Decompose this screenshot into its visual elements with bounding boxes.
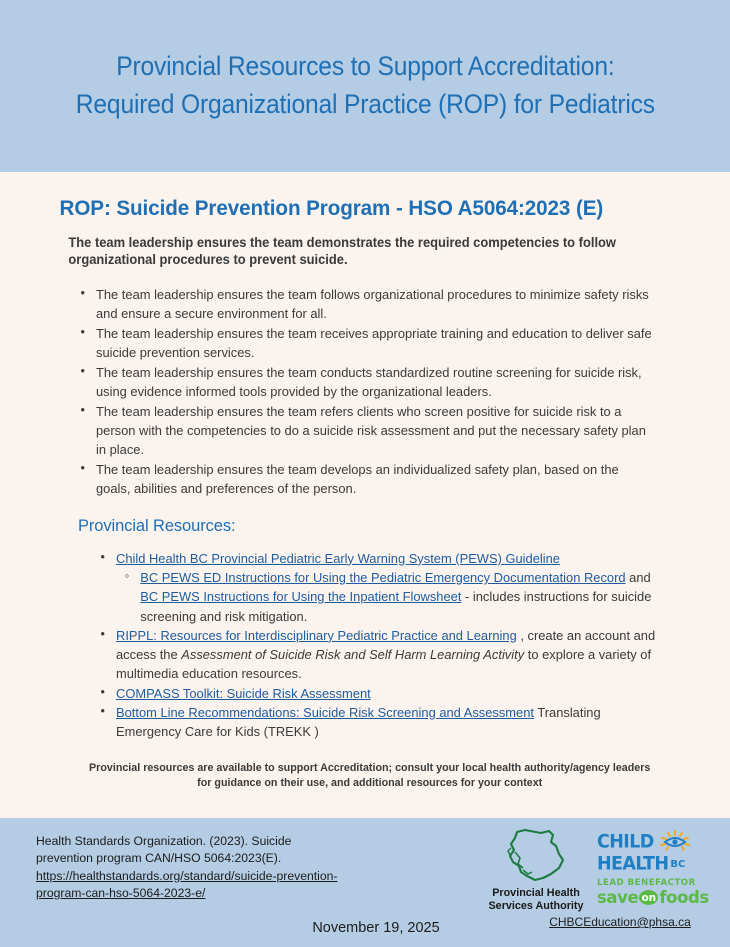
header-banner — [0, 0, 730, 172]
link-pews-guideline[interactable]: Child Health BC Provincial Pediatric Early Warning System (PEWS) Guideline — [116, 550, 560, 566]
provincial-resources-heading: Provincial Resources: — [78, 516, 236, 535]
citation-text: Health Standards Organization. (2023). Suicide prevention program CAN/HSO 5064:2023(E). — [36, 834, 292, 866]
list-item-compass — [116, 684, 657, 703]
pews-sub-and: and — [629, 570, 651, 586]
list-item-pews — [116, 549, 657, 626]
availability-note: Provincial resources are available to support Accreditation; consult your local health authority/agency leaders for guidance on their use, and additional resources for your context — [89, 762, 651, 790]
chbc-row-2 — [597, 853, 715, 875]
rippl-activity-title: Assessment of Suicide Risk and Self Harm Learning Activity — [181, 647, 525, 663]
sof-save-text: save — [597, 887, 639, 907]
list-item-pews-sub — [140, 568, 657, 626]
list-item-rippl — [116, 626, 657, 684]
contact-email-link[interactable]: CHBCEducation@phsa.ca — [549, 915, 691, 929]
list-item: • The team leadership ensures the team conducts standardized routine screening for suicide risk, using evidence informed tools provided by the organizational leaders. — [96, 363, 657, 401]
citation-block — [36, 833, 346, 902]
list-item-blr — [116, 703, 657, 742]
sof-on-badge: on — [639, 890, 658, 905]
list-item: • The team leadership ensures the team receives appropriate training and education to deliver safe suicide prevention services. — [96, 324, 657, 362]
save-on-foods-logo — [597, 887, 715, 907]
chbc-row-1 — [597, 830, 715, 856]
pews-sub-list — [116, 568, 657, 626]
provincial-resources-list — [0, 549, 730, 742]
phsa-logo-text — [484, 887, 588, 913]
bc-map-icon — [501, 828, 571, 885]
phsa-name-line-1: Provincial Health — [492, 887, 580, 899]
link-bottom-line-recommendations[interactable]: Bottom Line Recommendations: Suicide Risk Screening and Assessment — [116, 704, 534, 720]
page-title-line-1: Provincial Resources to Support Accreditation: — [115, 51, 615, 82]
page-title — [62, 48, 667, 123]
chbc-word-child: CHILD — [597, 831, 654, 853]
sun-eye-icon — [657, 830, 693, 856]
rop-heading: ROP: Suicide Prevention Program - HSO A5064:2023 (E) — [59, 196, 604, 220]
sof-foods-text: foods — [659, 887, 709, 907]
link-pews-ed-instructions[interactable]: BC PEWS ED Instructions for Using the Pediatric Emergency Documentation Record — [140, 570, 626, 586]
child-health-bc-logo — [597, 830, 715, 906]
chbc-word-health: HEALTH — [597, 853, 669, 875]
pews-sub-tail: - includes instructions for suicide screening and risk mitigation. — [140, 589, 652, 624]
link-compass-toolkit[interactable]: COMPASS Toolkit: Suicide Risk Assessment — [116, 685, 371, 701]
list-item: • The team leadership ensures the team follows organizational procedures to minimize safety risks and ensure a secure environment for all. — [96, 285, 657, 323]
link-rippl[interactable]: RIPPL: Resources for Interdisciplinary Pediatric Practice and Learning — [116, 627, 517, 643]
lead-benefactor-label: LEAD BENEFACTOR — [597, 877, 696, 888]
list-item: • The team leadership ensures the team develops an individualized safety plan, based on the goals, abilities and preferences of the person. — [96, 460, 657, 498]
phsa-logo — [484, 828, 588, 913]
rippl-tail-2: to explore a variety of multimedia education resources. — [116, 647, 652, 682]
rop-criteria-list — [0, 285, 730, 498]
blr-tail: Translating Emergency Care for Kids (TREKK ) — [116, 704, 601, 740]
phsa-name-line-2: Services Authority — [488, 900, 584, 913]
list-item: • The team leadership ensures the team refers clients who screen positive for suicide risk to a person with the competencies to do a suicide risk assessment and put the necessary safety plan in place. — [96, 402, 657, 459]
publication-date: November 19, 2025 — [312, 920, 440, 936]
rop-subtitle: The team leadership ensures the team demonstrates the required competencies to follow organizational procedures to prevent suicide. — [68, 235, 616, 268]
citation-url-link[interactable]: https://healthstandards.org/standard/suicide-prevention-program-can-hso-5064-2023-e/ — [36, 868, 338, 900]
rippl-tail-1: , create an account and access the — [116, 627, 656, 663]
main-content — [0, 172, 730, 818]
link-pews-inpatient-flowsheet[interactable]: BC PEWS Instructions for Using the Inpatient Flowsheet — [140, 589, 462, 605]
chbc-word-bc: BC — [670, 858, 686, 870]
page-title-line-2: Required Organizational Practice (ROP) for Pediatrics — [75, 89, 655, 119]
